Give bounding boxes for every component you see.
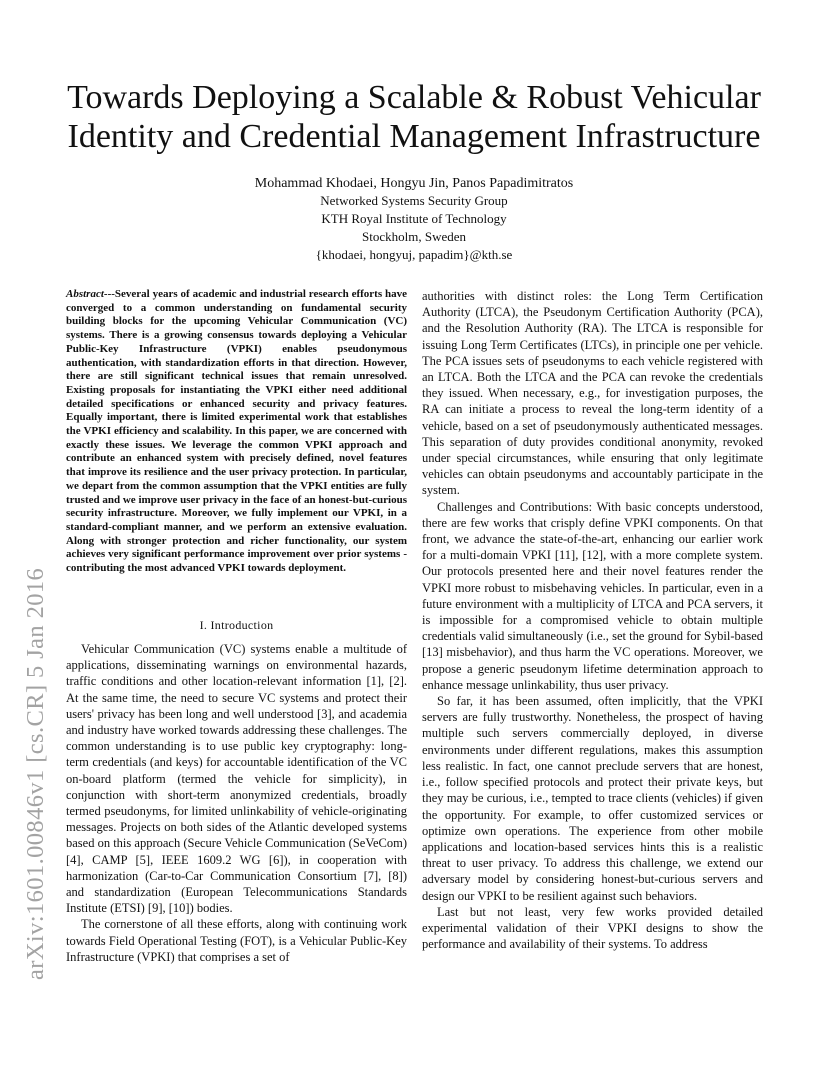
- section-heading: [66, 618, 407, 633]
- right-paragraph-4: Last but not least, very few works provided detailed experimental validation of their VPKI designs to show the performance and availability of their systems. To address: [422, 904, 763, 952]
- affiliation: [40, 192, 788, 264]
- abstract-label: Abstract: [66, 288, 104, 300]
- affiliation-group: Networked Systems Security Group: [320, 193, 508, 208]
- intro-paragraph-1: Vehicular Communication (VC) systems enable a multitude of applications, disseminating warnings on environmental hazards, traffic conditions and other location-relevant information [1], [2]. At the same time, the need to secure VC systems and protect their users' privacy has been long and well understood [3], and academia and industry have worked towards addressing these challenges. The common understanding is to use public key cryptography: long-term credentials (and keys) for accountable identification of the VC on-board platform (termed the vehicle for simplicity), in conjunction with short-term anonymized credentials, broadly termed pseudonyms, for limited unlinkability of vehicle-originating messages. Projects on both sides of the Atlantic developed systems based on this approach (Secure Vehicle Communication (SeVeCom) [4], CAMP [5], IEEE 1609.2 WG [6]), in cooperation with harmonization (Car-to-Car Communication Consortium [7], [8]) and standardization (European Telecommunications Standards Institute (ETSI) [9], [10]) bodies.: [66, 642, 408, 916]
- section-title: Introduction: [210, 618, 274, 632]
- authors: Mohammad Khodaei, Hongyu Jin, Panos Papadimitratos: [254, 176, 574, 191]
- arxiv-identifier: arXiv:1601.00846v1 [cs.CR] 5 Jan 2016: [22, 567, 49, 980]
- intro-paragraph-2: The cornerstone of all these efforts, along with continuing work towards Field Operational Testing (FOT), is a Vehicular Public-Key Infrastructure (VPKI) that comprises a set of: [66, 917, 407, 964]
- affiliation-email: {khodaei, hongyuj, papadim}@kth.se: [315, 247, 513, 262]
- right-paragraph-1: authorities with distinct roles: the Long Term Certification Authority (LTCA), the Pseudonym Certification Authority (PCA), and the Resolution Authority (RA). The LTCA is responsible for issuing Long Term Certificates (LTCs), in principle one per vehicle. The PCA issues sets of pseudonyms to each vehicle registered with an LTCA. Both the LTCA and the PCA can revoke the credentials they issued. When necessary, e.g., for investigation purposes, the RA can initiate a process to reveal the long-term identity of a vehicle, based on a set of pseudonymously authenticated messages. This separation of duty provides conditional anonymity, revoked under special circumstances, while ensuring that only legitimate vehicles can obtain pseudonyms and accountably participate in the system.: [422, 289, 763, 498]
- abstract: [66, 288, 407, 576]
- affiliation-institution: KTH Royal Institute of Technology: [321, 211, 507, 226]
- right-column: [422, 288, 763, 952]
- right-paragraph-2: Challenges and Contributions: With basic concepts understood, there are few works that crisply define VPKI components. On that front, we advance the state-of-the-art, enhancing our earlier work for a multi-domain VPKI [11], [12], with a more complete system. Our protocols presented here and their novel features render the VPKI more robust to misbehaving vehicles. In particular, even in a future environment with a multiplicity of LTCA and PCA servers, it is impossible for a compromised vehicle to obtain multiple credentials valid simultaneously (i.e., set the ground for Sybil-based [13] misbehavior), and thus harm the VC operations. Moreover, we propose a generic pseudonym lifetime determination approach to enhance message unlinkability, thus user privacy.: [422, 499, 763, 692]
- abstract-text: ---Several years of academic and industrial research efforts have converged to a common understanding on fundamental security building blocks for the upcoming Vehicular Communication (VC) systems. There is a growing consensus towards deploying a Vehicular Public-Key Infrastructure (VPKI) enables pseudonymous authentication, with standardization efforts in that direction. However, there are still significant technical issues that remain unresolved. Existing proposals for instantiating the VPKI either need additional detailed specifications or enhanced security and privacy features. Equally important, there is limited experimental work that establishes the VPKI efficiency and scalability. In this paper, we are concerned with exactly these issues. We leverage the common VPKI approach and contribute an enhanced system with precisely defined, novel features that improve its resilience and the user privacy protection. In particular, we depart from the common assumption that the VPKI entities are fully trusted and we improve user privacy in the face of an honest-but-curious security infrastructure. Moreover, we fully implement our VPKI, in a standard-compliant manner, and we perform an extensive evaluation. Along with stronger protection and richer functionality, our system achieves very significant performance improvement over prior systems - contributing the most advanced VPKI towards deployment.: [66, 288, 407, 575]
- intro-column: [66, 641, 407, 965]
- right-paragraph-3: So far, it has been assumed, often implicitly, that the VPKI servers are fully trustworthy. Nonetheless, the prospect of having multiple such servers commercially deployed, in diverse environments under different regulations, makes this assumption less realistic. In fact, one cannot preclude servers that are honest, i.e., follow specified protocols and protect their private keys, but they may be curious, i.e., tempted to trace clients (vehicles) if given the opportunity. For example, to offer customized services or optimize own operations. The experience from other mobile applications and location-based services hints this is a realistic threat to user privacy. To address this challenge, we extend our adversary model by considering honest-but-curious servers and design our VPKI to be resilient against such behaviors.: [422, 694, 763, 903]
- paper-title: Towards Deploying a Scalable & Robust Vehicular Identity and Credential Management Infrastructure: [67, 79, 761, 155]
- affiliation-location: Stockholm, Sweden: [362, 229, 466, 244]
- section-number: I.: [199, 618, 208, 632]
